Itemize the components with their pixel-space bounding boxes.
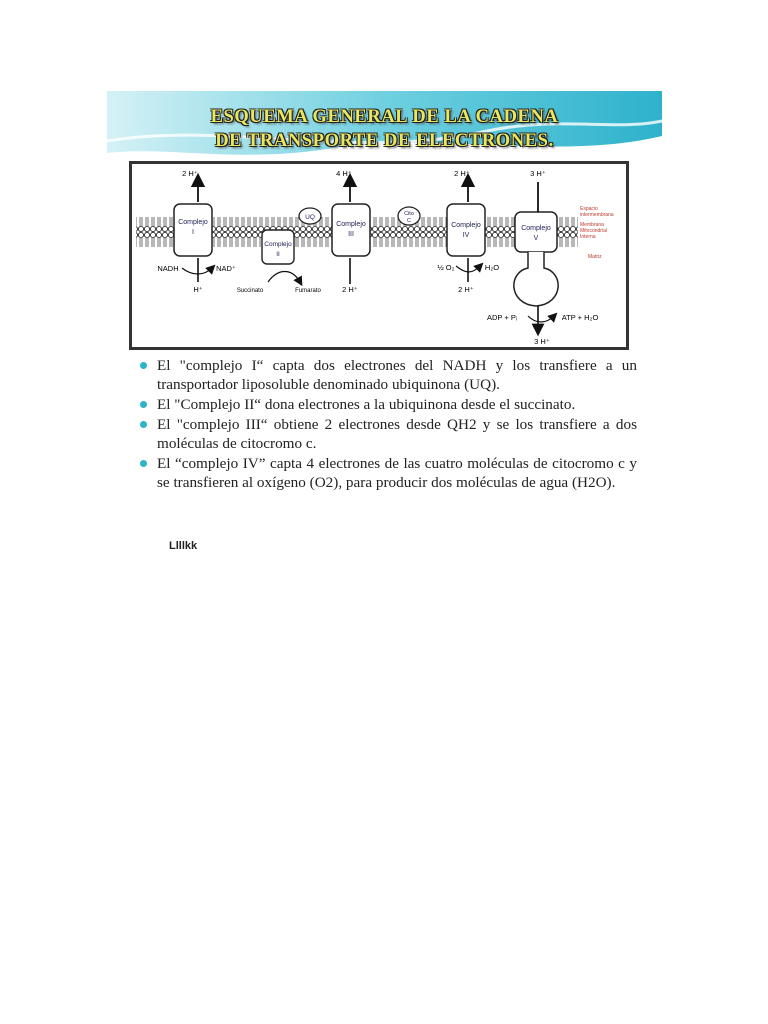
bullet-text: El "complejo I“ capta dos electrones del NADH y los transfiere a un transportador liposoluble denominado ubiquinona (UQ). (157, 357, 637, 393)
title-line-1: ESQUEMA GENERAL DE LA CADENA (210, 107, 559, 127)
legend-membrane-3: Interna (580, 234, 596, 240)
legend-matrix: Matriz (588, 254, 602, 260)
label-bottom-h-4: 3 H⁺ (534, 337, 550, 346)
label-fumarate: Fumarato (295, 288, 321, 294)
complex-iv-number: IV (462, 232, 470, 239)
cytochrome-c (398, 207, 420, 225)
bullet-item (137, 454, 637, 492)
complex-ii-label: Complejo (264, 241, 292, 248)
bullet-text: El “complejo IV” capta 4 electrones de las cuatro moléculas de citocromo c y se transfieren al oxígeno (O2), para producir dos moléculas de agua (H2O). (157, 455, 637, 491)
label-succinate: Succinato (236, 288, 264, 294)
label-half-o2: ½ O₂ (437, 263, 455, 272)
bullet-list (137, 356, 637, 493)
bullet-text: El "Complejo II“ dona electrones a la ubiquinona desde el succinato. (157, 396, 576, 413)
slide-title (107, 105, 662, 153)
cytc-letter: C (407, 218, 411, 224)
complex-iv (447, 204, 485, 256)
bullet-dot-icon (140, 460, 147, 467)
bullet-item (137, 415, 637, 453)
complex-iv-label: Complejo (451, 222, 481, 229)
label-bottom-h-1: H⁺ (193, 285, 203, 294)
complex-iii (332, 204, 370, 256)
label-top-h-4: 3 H⁺ (530, 169, 546, 178)
arrow-adp-to-atp (528, 316, 554, 322)
complex-iii-label: Complejo (336, 221, 366, 228)
label-top-h-3: 2 H⁺ (454, 169, 470, 178)
label-adp: ADP + Pᵢ (486, 313, 518, 322)
uq-label: UQ (305, 214, 315, 221)
arrow-succinate-to-fumarate (268, 272, 300, 283)
complex-i (174, 204, 212, 256)
label-atp: ATP + H₂O (561, 313, 599, 322)
label-water: H₂O (484, 263, 500, 272)
complex-i-number: I (192, 229, 194, 236)
label-nadh: NADH (157, 264, 179, 273)
complex-ii (262, 230, 294, 264)
footnote-text: Llllkk (169, 540, 198, 552)
label-bottom-h-3: 2 H⁺ (458, 285, 474, 294)
label-bottom-h-2: 2 H⁺ (342, 285, 358, 294)
slide (107, 91, 662, 520)
complex-i-label: Complejo (178, 219, 208, 226)
ubiquinone (299, 208, 321, 224)
complex-v-number: V (533, 235, 539, 242)
bullet-text: El "complejo III“ obtiene 2 electrones desde QH2 y se los transfiere a dos moléculas de citocromo c. (157, 416, 637, 452)
bullet-dot-icon (140, 421, 147, 428)
label-top-h-2: 4 H⁺ (336, 169, 352, 178)
label-top-h-1: 2 H⁺ (182, 169, 198, 178)
bullet-item (137, 356, 637, 394)
arrow-nadh-to-nad (182, 268, 212, 274)
bullet-item (137, 395, 637, 414)
legend-space-1: Espacio (580, 206, 598, 212)
legend-membrane-2: Mitocondrial (580, 228, 607, 234)
title-line-2: DE TRANSPORTE DE ELECTRONES. (215, 131, 554, 151)
legend-space-2: intermembrana (580, 212, 614, 218)
electron-transport-diagram (129, 161, 629, 350)
label-nad: NAD⁺ (216, 264, 236, 273)
complex-v-label: Complejo (521, 225, 551, 232)
cytc-label: Cito (404, 211, 414, 217)
legend-membrane-1: Membrana (580, 222, 604, 228)
complex-ii-number: II (276, 251, 280, 258)
diagram-svg (132, 164, 626, 347)
complex-v (514, 212, 558, 306)
complex-iii-number: III (348, 231, 354, 238)
bullet-dot-icon (140, 401, 147, 408)
bullet-dot-icon (140, 362, 147, 369)
